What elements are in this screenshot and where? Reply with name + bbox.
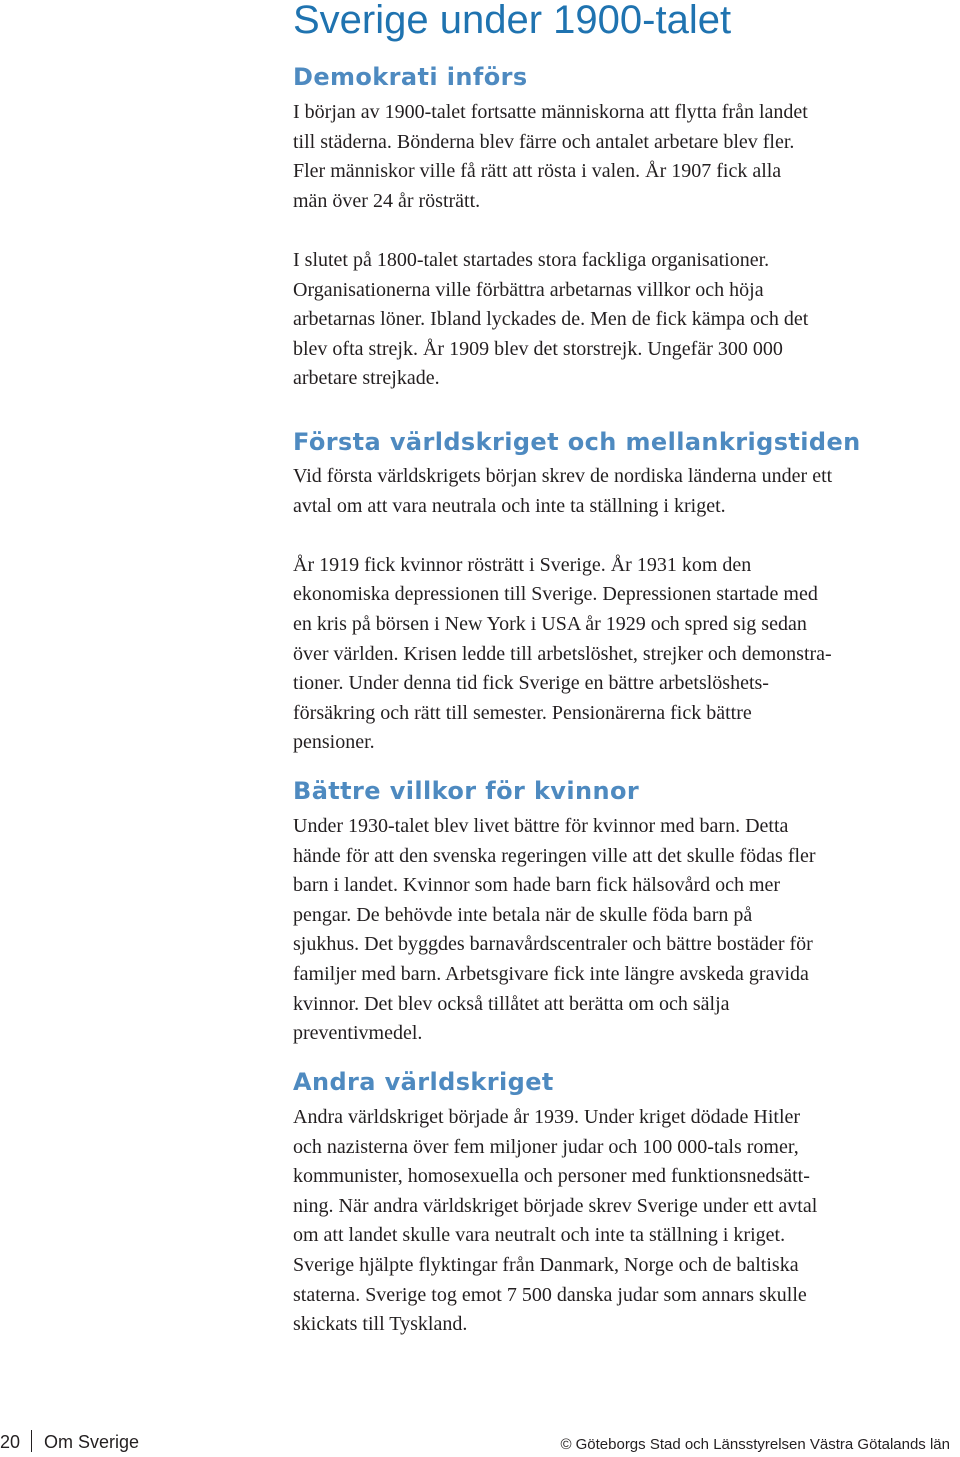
section-world-war-one	[293, 427, 933, 758]
text-line: kommunister, homosexuella och personer med funktionsnedsätt-	[293, 1165, 810, 1188]
text-line: en kris på börsen i New York i USA år 1929 och spred sig sedan	[293, 612, 807, 635]
text-line: staterna. Sverige tog emot 7 500 danska judar som annars skulle	[293, 1283, 807, 1306]
footer-divider	[31, 1430, 32, 1452]
paragraph	[293, 246, 933, 394]
section-democracy	[293, 62, 933, 394]
text-line: Organisationerna ville förbättra arbetarnas villkor och höja	[293, 278, 764, 301]
section-world-war-two	[293, 1067, 933, 1340]
text-line: sjukhus. Det byggdes barnavårdscentraler och bättre bostäder för	[293, 933, 813, 956]
paragraph	[293, 462, 933, 521]
copyright-icon: ©	[560, 1436, 572, 1453]
page-title: Sverige under 1900-talet	[293, 0, 732, 42]
text-line: blev ofta strejk. År 1909 blev det storstrejk. Ungefär 300 000	[293, 337, 783, 360]
text-line: Under 1930-talet blev livet bättre för kvinnor med barn. Detta	[293, 815, 789, 837]
page-number: 20	[0, 1432, 21, 1452]
text-line: Vid första världskrigets början skrev de nordiska länderna under ett	[293, 465, 833, 487]
paragraph	[293, 1103, 933, 1340]
paragraph	[293, 551, 933, 758]
text-line: barn i landet. Kvinnor som hade barn fick hälsovård och mer	[293, 874, 781, 897]
text-line: År 1919 fick kvinnor rösträtt i Sverige. År 1931 kom den	[293, 553, 752, 576]
footer-credit: Göteborgs Stad och Länsstyrelsen Västra Götalands län	[575, 1436, 950, 1453]
paragraph	[293, 98, 933, 216]
text-line: tioner. Under denna tid fick Sverige en bättre arbetslöshets-	[293, 672, 769, 695]
text-line: försäkring och rätt till semester. Pensionärerna fick bättre	[293, 701, 752, 724]
section-heading: Demokrati införs	[293, 63, 528, 91]
text-line: arbetare strejkade.	[293, 367, 440, 390]
publication-name: Om Sverige	[44, 1432, 140, 1452]
text-line: ekonomiska depressionen till Sverige. Depressionen startade med	[293, 583, 818, 606]
text-line: män över 24 år rösträtt.	[293, 189, 481, 212]
text-line: Sverige hjälpte flyktingar från Danmark, Norge och de baltiska	[293, 1253, 799, 1276]
text-line: Andra världskriget började år 1939. Under kriget dödade Hitler	[293, 1106, 801, 1128]
text-line: om att landet skulle vara neutralt och inte ta ställning i kriget.	[293, 1224, 786, 1247]
text-line: Fler människor ville få rätt att rösta i valen. År 1907 fick alla	[293, 160, 782, 183]
text-line: skickats till Tyskland.	[293, 1313, 468, 1336]
paragraph	[293, 812, 933, 1049]
section-heading: Bättre villkor för kvinnor	[293, 777, 640, 805]
text-line: pengar. De behövde inte betala när de skulle föda barn på	[293, 903, 753, 926]
text-line: I början av 1900-talet fortsatte människorna att flytta från landet	[293, 101, 808, 123]
footer-right	[561, 1435, 950, 1455]
section-heading: Första världskriget och mellankrigstiden	[293, 428, 861, 456]
text-line: avtal om att vara neutrala och inte ta ställning i kriget.	[293, 494, 726, 517]
section-women-conditions	[293, 776, 933, 1049]
section-heading: Andra världskriget	[293, 1068, 554, 1096]
text-line: arbetarnas löner. Ibland lyckades de. Men de fick kämpa och det	[293, 308, 809, 331]
text-line: pensioner.	[293, 731, 375, 754]
text-line: och nazisterna över fem miljoner judar och 100 000-tals romer,	[293, 1135, 799, 1158]
text-line: över världen. Krisen ledde till arbetslöshet, strejker och demonstra-	[293, 642, 832, 665]
footer-left	[0, 1430, 139, 1454]
text-line: familjer med barn. Arbetsgivare fick inte längre avskeda gravida	[293, 962, 809, 985]
text-line: till städerna. Bönderna blev färre och antalet arbetare blev fler.	[293, 130, 795, 153]
text-line: kvinnor. Det blev också tillåtet att berätta om och sälja	[293, 992, 730, 1015]
text-line: hände för att den svenska regeringen ville att det skulle födas fler	[293, 844, 816, 867]
text-line: ning. När andra världskriget började skrev Sverige under ett avtal	[293, 1194, 818, 1217]
text-line: I slutet på 1800-talet startades stora fackliga organisationer.	[293, 248, 770, 271]
text-line: preventivmedel.	[293, 1022, 423, 1045]
